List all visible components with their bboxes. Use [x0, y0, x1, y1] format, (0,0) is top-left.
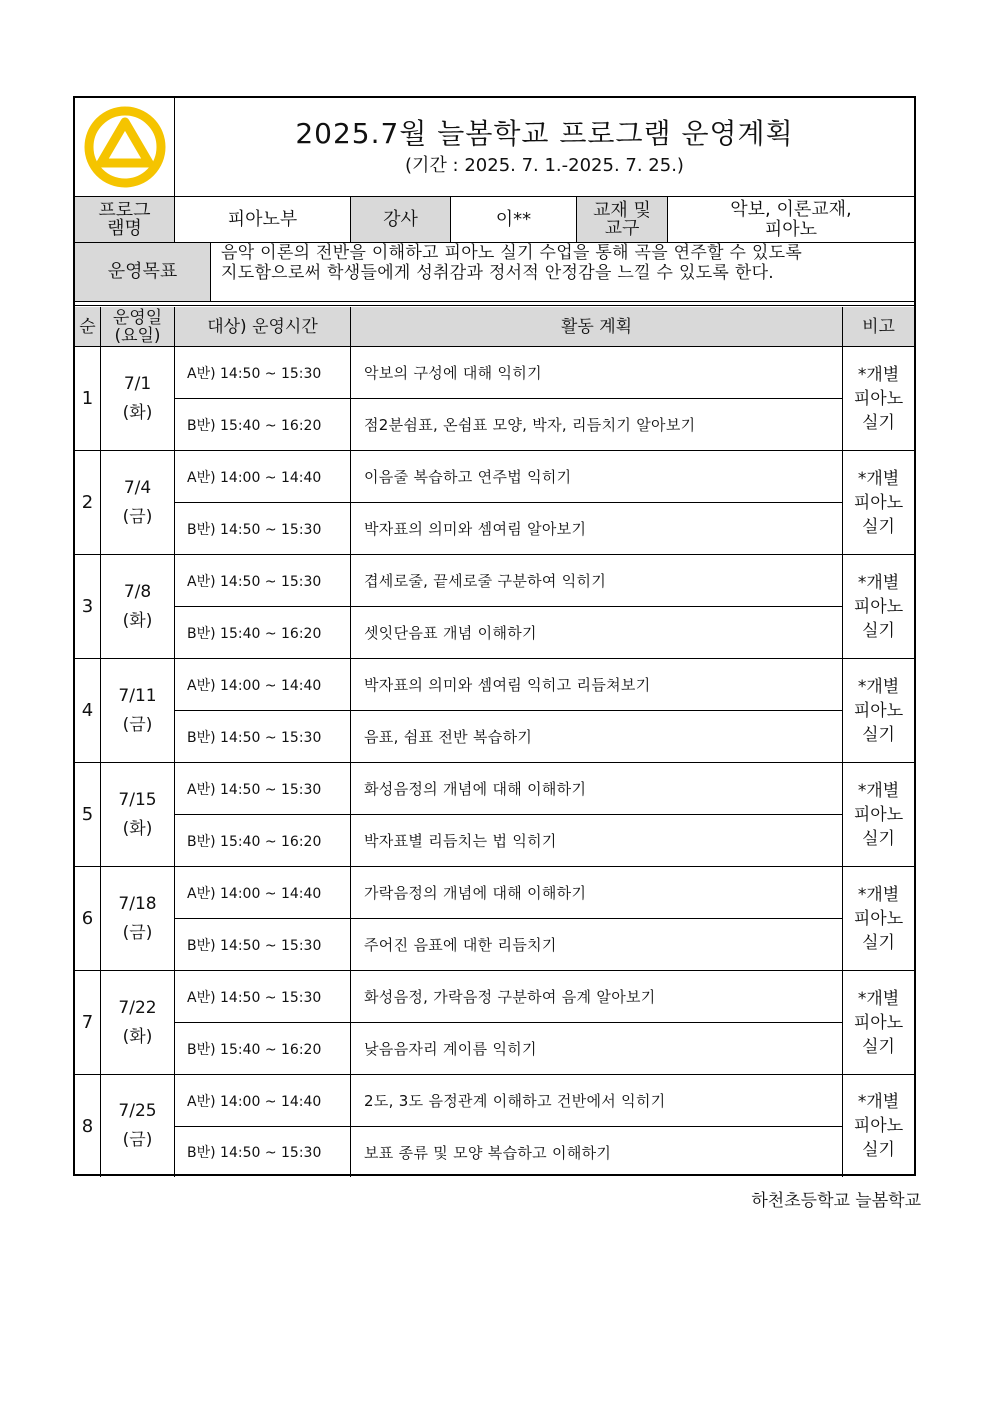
row-note [843, 763, 914, 867]
row-note-line3: 실기 [862, 828, 895, 849]
program-plan-sheet [73, 96, 916, 1176]
row-date-value: 7/22 [118, 997, 157, 1018]
row-date [101, 555, 175, 659]
section-divider [75, 305, 914, 306]
row-note-line1: *개별 [857, 676, 900, 697]
row-note-line1: *개별 [857, 884, 900, 905]
row-note-line1: *개별 [857, 780, 900, 801]
class-a-time: A반) 14:00 ~ 14:40 [175, 451, 351, 503]
class-a-time: A반) 14:00 ~ 14:40 [175, 659, 351, 711]
program-name-label [75, 197, 175, 243]
class-a-activity: 화성음정의 개념에 대해 이해하기 [351, 763, 843, 815]
row-date-value: 7/11 [118, 685, 157, 706]
col-header-num: 순 [75, 307, 101, 347]
row-note-line2: 피아노 [853, 1116, 904, 1136]
materials-value-line2: 피아노 [764, 218, 818, 240]
class-a-activity: 2도, 3도 음정관계 이해하고 건반에서 익히기 [351, 1075, 843, 1127]
goal-line2: 지도함으로써 학생들에게 성취감과 정서적 안정감을 느낄 수 있도록 한다. [221, 263, 774, 283]
row-date-value: 7/8 [123, 581, 152, 602]
page-title: 2025.7월 늘봄학교 프로그램 운영계획 [295, 117, 794, 150]
row-weekday: (금) [122, 506, 153, 527]
materials-value-line1: 악보, 이론교재, [730, 198, 852, 220]
class-a-time: A반) 14:50 ~ 15:30 [175, 971, 351, 1023]
class-a-activity: 화성음정, 가락음정 구분하여 음계 알아보기 [351, 971, 843, 1023]
row-note [843, 971, 914, 1075]
class-b-time: B반) 14:50 ~ 15:30 [175, 711, 351, 763]
row-date [101, 971, 175, 1075]
row-note [843, 659, 914, 763]
row-date [101, 451, 175, 555]
class-b-activity: 음표, 쉼표 전반 복습하기 [351, 711, 843, 763]
row-note [843, 867, 914, 971]
col-header-date [101, 307, 175, 347]
row-date [101, 347, 175, 451]
row-note-line3: 실기 [862, 620, 895, 641]
schedule-row [75, 867, 914, 971]
materials-label-line2: 교구 [604, 217, 640, 239]
row-note [843, 555, 914, 659]
class-b-activity: 점2분쉼표, 온쉼표 모양, 박자, 리듬치기 알아보기 [351, 399, 843, 451]
row-note-line2: 피아노 [853, 1012, 904, 1033]
row-note-line1: *개별 [857, 364, 900, 385]
row-note-line1: *개별 [857, 988, 900, 1009]
row-note-line3: 실기 [862, 412, 895, 433]
school-footer: 하천초등학교 늘봄학교 [751, 1191, 921, 1211]
class-a-time: A반) 14:50 ~ 15:30 [175, 763, 351, 815]
col-header-note: 비고 [843, 307, 914, 347]
row-note-line3: 실기 [862, 932, 895, 953]
class-a-time: A반) 14:00 ~ 14:40 [175, 867, 351, 919]
materials-value [668, 197, 914, 243]
row-weekday: (화) [122, 610, 153, 631]
row-number: 2 [75, 451, 101, 555]
class-a-time: A반) 14:00 ~ 14:40 [175, 1075, 351, 1127]
row-note-line2: 피아노 [853, 700, 904, 721]
class-b-time: B반) 14:50 ~ 15:30 [175, 503, 351, 555]
instructor-label: 강사 [351, 197, 451, 243]
class-b-time: B반) 15:40 ~ 16:20 [175, 1023, 351, 1075]
class-b-activity: 보표 종류 및 모양 복습하고 이해하기 [351, 1127, 843, 1177]
row-note [843, 1075, 914, 1177]
class-b-time: B반) 15:40 ~ 16:20 [175, 607, 351, 659]
schedule-row [75, 659, 914, 763]
class-b-activity: 주어진 음표에 대한 리듬치기 [351, 919, 843, 971]
class-b-activity: 박자표의 의미와 셈여림 알아보기 [351, 503, 843, 555]
class-b-activity: 박자표별 리듬치는 법 익히기 [351, 815, 843, 867]
program-period: (기간 : 2025. 7. 1.-2025. 7. 25.) [405, 155, 684, 176]
class-a-activity: 악보의 구성에 대해 익히기 [351, 347, 843, 399]
class-b-time: B반) 15:40 ~ 16:20 [175, 815, 351, 867]
row-date-value: 7/15 [118, 789, 157, 810]
materials-label [577, 197, 668, 243]
row-note-line2: 피아노 [853, 804, 904, 825]
program-name-label-line2: 램명 [107, 217, 142, 239]
program-name-value: 피아노부 [175, 197, 351, 243]
row-note-line2: 피아노 [853, 596, 904, 617]
schedule-row [75, 347, 914, 451]
class-a-time: A반) 14:50 ~ 15:30 [175, 555, 351, 607]
row-note-line3: 실기 [862, 516, 895, 537]
schedule-row [75, 1075, 914, 1177]
schedule-row [75, 763, 914, 867]
row-date-value: 7/1 [123, 373, 152, 394]
class-b-activity: 셋잇단음표 개념 이해하기 [351, 607, 843, 659]
row-date [101, 763, 175, 867]
row-date-value: 7/25 [118, 1101, 157, 1121]
class-a-activity: 박자표의 의미와 셈여림 익히고 리듬쳐보기 [351, 659, 843, 711]
class-b-time: B반) 15:40 ~ 16:20 [175, 399, 351, 451]
title-block [175, 98, 914, 197]
row-note-line3: 실기 [862, 724, 895, 745]
class-a-time: A반) 14:50 ~ 15:30 [175, 347, 351, 399]
col-header-time: 대상) 운영시간 [175, 307, 351, 347]
goal-line1: 음악 이론의 전반을 이해하고 피아노 실기 수업을 통해 곡을 연주할 수 있도록 [221, 243, 803, 263]
row-number: 1 [75, 347, 101, 451]
col-header-date-line1: 운영일 [112, 307, 163, 328]
class-b-time: B반) 14:50 ~ 15:30 [175, 1127, 351, 1177]
row-note [843, 347, 914, 451]
row-weekday: (화) [122, 818, 153, 839]
row-number: 7 [75, 971, 101, 1075]
class-b-activity: 낮음음자리 계이름 익히기 [351, 1023, 843, 1075]
materials-label-line1: 교재 및 [593, 199, 651, 221]
col-header-activity: 활동 계획 [351, 307, 843, 347]
goal-label: 운영목표 [75, 243, 211, 302]
schedule-row [75, 555, 914, 659]
row-note-line3: 실기 [862, 1036, 895, 1057]
row-weekday: (화) [122, 1026, 153, 1047]
row-date-value: 7/18 [118, 893, 157, 914]
class-a-activity: 겹세로줄, 끝세로줄 구분하여 익히기 [351, 555, 843, 607]
school-logo-icon [83, 105, 167, 189]
row-date [101, 659, 175, 763]
instructor-value: 이** [451, 197, 577, 243]
row-note-line1: *개별 [857, 572, 900, 593]
goal-text [211, 243, 914, 302]
program-name-label-line1: 프로그 [98, 199, 151, 221]
class-a-activity: 가락음정의 개념에 대해 이해하기 [351, 867, 843, 919]
row-number: 6 [75, 867, 101, 971]
schedule-row [75, 451, 914, 555]
row-date [101, 1075, 175, 1177]
row-number: 3 [75, 555, 101, 659]
row-weekday: (금) [122, 714, 153, 735]
class-b-time: B반) 14:50 ~ 15:30 [175, 919, 351, 971]
class-a-activity: 이음줄 복습하고 연주법 익히기 [351, 451, 843, 503]
row-note-line1: *개별 [857, 1092, 900, 1112]
schedule-row [75, 971, 914, 1075]
school-logo [75, 98, 175, 197]
row-number: 8 [75, 1075, 101, 1177]
row-note-line2: 피아노 [853, 388, 904, 409]
row-note [843, 451, 914, 555]
row-date [101, 867, 175, 971]
row-date-value: 7/4 [123, 477, 152, 498]
row-note-line2: 피아노 [853, 908, 904, 929]
row-number: 4 [75, 659, 101, 763]
row-note-line1: *개별 [857, 468, 900, 489]
col-header-date-line2: (요일) [114, 325, 161, 346]
row-number: 5 [75, 763, 101, 867]
row-weekday: (화) [122, 402, 153, 423]
row-weekday: (금) [122, 922, 153, 943]
row-note-line2: 피아노 [853, 492, 904, 513]
row-weekday: (금) [122, 1130, 153, 1150]
row-note-line3: 실기 [862, 1140, 895, 1160]
